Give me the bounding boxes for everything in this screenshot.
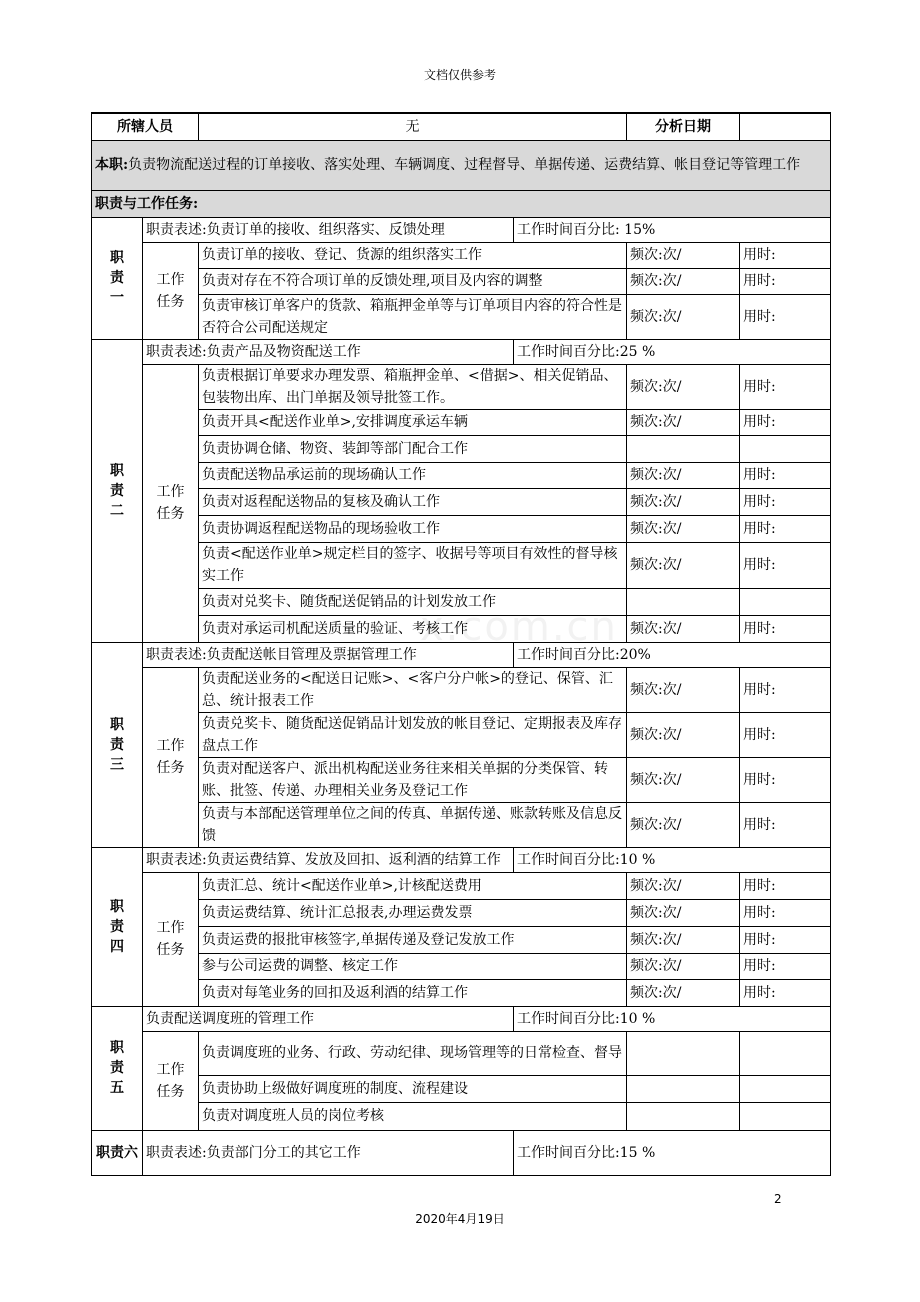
task-row: [92, 588, 831, 615]
task-frequency: 频次:次/: [627, 409, 740, 435]
task-row: [92, 294, 831, 339]
task-row: [92, 515, 831, 542]
task-row: [92, 242, 831, 268]
task-row: [92, 1102, 831, 1130]
page-number: 2: [774, 1192, 782, 1206]
task-row: [92, 615, 831, 642]
duty-name: [92, 1006, 143, 1130]
task-label-text: 工作任务: [156, 920, 185, 958]
time-percentage: 工作时间百分比:10 %: [514, 1006, 831, 1031]
task-row: [92, 268, 831, 294]
task-time: 用时:: [740, 462, 831, 488]
duty-description: 职责表述:负责产品及物资配送工作: [143, 339, 514, 364]
task-text: 负责与本部配送管理单位之间的传真、单据传递、账款转账及信息反馈: [199, 802, 627, 847]
duty-name-text: 职责六: [96, 1144, 138, 1161]
task-row: [92, 462, 831, 488]
task-frequency: 频次:次/: [627, 757, 740, 802]
duty-row: [92, 1006, 831, 1031]
task-text: 负责对配送客户、派出机构配送业务往来相关单据的分类保管、转账、批签、传递、办理相关业务及登记工作: [199, 757, 627, 802]
task-text: 负责审核订单客户的货款、箱瓶押金单等与订单项目内容的符合性是否符合公司配送规定: [199, 294, 627, 339]
task-frequency: 频次:次/: [627, 802, 740, 847]
task-text: 负责对返程配送物品的复核及确认工作: [199, 488, 627, 515]
task-time: [740, 1075, 831, 1102]
task-row: [92, 409, 831, 435]
task-row: [92, 979, 831, 1006]
duty-name-text: 职责一: [110, 250, 124, 306]
task-row: [92, 953, 831, 979]
task-time: 用时:: [740, 872, 831, 899]
analysis-date-label: 分析日期: [627, 113, 740, 140]
time-percentage: 工作时间百分比: 15%: [514, 217, 831, 242]
task-frequency: 频次:次/: [627, 979, 740, 1006]
task-time: 用时:: [740, 667, 831, 712]
time-percentage: 工作时间百分比:20%: [514, 642, 831, 667]
task-text: 负责开具<配送作业单>,安排调度承运车辆: [199, 409, 627, 435]
duty-row: [92, 847, 831, 872]
task-time: 用时:: [740, 615, 831, 642]
duty-row: [92, 1130, 831, 1175]
task-row: [92, 542, 831, 588]
task-label-text: 工作任务: [156, 1061, 185, 1100]
task-time: 用时:: [740, 979, 831, 1006]
task-row: [92, 757, 831, 802]
analysis-date-value: [740, 113, 831, 140]
duty-name: [92, 339, 143, 642]
duty-row: [92, 217, 831, 242]
time-percentage: 工作时间百分比:15 %: [514, 1130, 831, 1175]
task-time: 用时:: [740, 953, 831, 979]
task-text: 负责调度班的业务、行政、劳动纪律、现场管理等的日常检查、督导: [199, 1031, 627, 1075]
time-percentage: 工作时间百分比:25 %: [514, 339, 831, 364]
task-row: [92, 926, 831, 953]
task-time: 用时:: [740, 364, 831, 409]
task-frequency: [627, 588, 740, 615]
task-row: [92, 802, 831, 847]
duty-name-text: 职责四: [110, 898, 124, 955]
job-analysis-table: [91, 112, 831, 1176]
task-time: 用时:: [740, 899, 831, 926]
mission-text: 负责物流配送过程的订单接收、落实处理、车辆调度、过程督导、单据传递、运费结算、帐目登记等管理工作: [128, 156, 801, 173]
task-time: 用时:: [740, 926, 831, 953]
task-row: [92, 872, 831, 899]
task-time: 用时:: [740, 409, 831, 435]
task-text: 负责汇总、统计<配送作业单>,计核配送费用: [199, 872, 627, 899]
time-percentage: 工作时间百分比:10 %: [514, 847, 831, 872]
duty-row: [92, 642, 831, 667]
task-label: [143, 242, 199, 339]
task-frequency: [627, 435, 740, 462]
mission-label: 本职:: [95, 156, 129, 173]
task-time: 用时:: [740, 294, 831, 339]
task-text: 负责根据订单要求办理发票、箱瓶押金单、<借据>、相关促销品、包装物出库、出门单据及领导批签工作。: [199, 364, 627, 409]
task-frequency: 频次:次/: [627, 542, 740, 588]
task-time: 用时:: [740, 712, 831, 757]
task-frequency: 频次:次/: [627, 515, 740, 542]
task-time: 用时:: [740, 242, 831, 268]
task-text: 负责运费结算、统计汇总报表,办理运费发票: [199, 899, 627, 926]
task-frequency: [627, 1031, 740, 1075]
staff-value: 无: [199, 113, 627, 140]
task-frequency: 频次:次/: [627, 294, 740, 339]
task-text: 负责协调仓储、物资、装卸等部门配合工作: [199, 435, 627, 462]
duty-name-text: 职责五: [110, 1040, 124, 1096]
task-frequency: [627, 1075, 740, 1102]
task-row: [92, 1075, 831, 1102]
task-label: [143, 364, 199, 642]
task-frequency: 频次:次/: [627, 712, 740, 757]
task-row: [92, 364, 831, 409]
task-row: [92, 712, 831, 757]
footer-date: 2020年4月19日: [415, 1212, 505, 1226]
task-row: [92, 435, 831, 462]
watermark: x.com.cn: [420, 604, 618, 650]
task-frequency: 频次:次/: [627, 488, 740, 515]
task-text: 负责对兑奖卡、随货配送促销品的计划发放工作: [199, 588, 627, 615]
task-time: 用时:: [740, 268, 831, 294]
task-frequency: 频次:次/: [627, 364, 740, 409]
task-label: [143, 667, 199, 847]
task-time: 用时:: [740, 488, 831, 515]
duties-title: 职责与工作任务:: [92, 190, 831, 217]
task-text: 负责协调返程配送物品的现场验收工作: [199, 515, 627, 542]
task-label: [143, 1031, 199, 1130]
duty-name-text: 职责二: [110, 462, 124, 519]
task-frequency: 频次:次/: [627, 268, 740, 294]
task-text: 负责兑奖卡、随货配送促销品计划发放的帐目登记、定期报表及库存盘点工作: [199, 712, 627, 757]
task-row: [92, 1031, 831, 1075]
mission-cell: [92, 140, 831, 190]
task-label: [143, 872, 199, 1006]
duty-description: 职责表述:负责运费结算、发放及回扣、返利酒的结算工作: [143, 847, 514, 872]
duty-name: [92, 217, 143, 339]
duty-name: [92, 642, 143, 847]
task-row: [92, 667, 831, 712]
staff-label: 所辖人员: [92, 113, 199, 140]
duty-name-text: 职责三: [110, 716, 124, 773]
duty-description: 职责表述:负责部门分工的其它工作: [143, 1130, 514, 1175]
duty-name: [92, 847, 143, 1006]
task-text: 负责对调度班人员的岗位考核: [199, 1102, 627, 1130]
task-row: [92, 488, 831, 515]
page-header: 文档仅供参考: [423, 68, 496, 82]
task-text: 负责对每笔业务的回扣及返利酒的结算工作: [199, 979, 627, 1006]
task-frequency: 频次:次/: [627, 615, 740, 642]
duty-description: 职责表述:负责订单的接收、组织落实、反馈处理: [143, 217, 514, 242]
task-label-text: 工作任务: [156, 484, 185, 522]
task-time: [740, 435, 831, 462]
task-time: 用时:: [740, 802, 831, 847]
task-frequency: 频次:次/: [627, 926, 740, 953]
task-time: 用时:: [740, 757, 831, 802]
task-time: [740, 1102, 831, 1130]
task-time: 用时:: [740, 542, 831, 588]
task-text: 负责订单的接收、登记、货源的组织落实工作: [199, 242, 627, 268]
task-frequency: [627, 1102, 740, 1130]
task-frequency: 频次:次/: [627, 242, 740, 268]
task-text: 负责协助上级做好调度班的制度、流程建设: [199, 1075, 627, 1102]
task-time: [740, 588, 831, 615]
task-time: [740, 1031, 831, 1075]
task-text: 参与公司运费的调整、核定工作: [199, 953, 627, 979]
duty-description: 职责表述:负责配送帐目管理及票据管理工作: [143, 642, 514, 667]
task-frequency: 频次:次/: [627, 667, 740, 712]
duty-description: 负责配送调度班的管理工作: [143, 1006, 514, 1031]
task-label-text: 工作任务: [156, 738, 185, 776]
task-time: 用时:: [740, 515, 831, 542]
task-frequency: 频次:次/: [627, 953, 740, 979]
task-text: 负责运费的报批审核签字,单据传递及登记发放工作: [199, 926, 627, 953]
task-text: 负责配送业务的<配送日记账>、<客户分户帐>的登记、保管、汇总、统计报表工作: [199, 667, 627, 712]
task-text: 负责对存在不符合项订单的反馈处理,项目及内容的调整: [199, 268, 627, 294]
task-frequency: 频次:次/: [627, 872, 740, 899]
task-text: 负责对承运司机配送质量的验证、考核工作: [199, 615, 627, 642]
task-label-text: 工作任务: [156, 271, 185, 310]
duty-row: [92, 339, 831, 364]
task-text: 负责配送物品承运前的现场确认工作: [199, 462, 627, 488]
duty-name: [92, 1130, 143, 1175]
task-row: [92, 899, 831, 926]
task-frequency: 频次:次/: [627, 899, 740, 926]
task-text: 负责<配送作业单>规定栏目的签字、收据号等项目有效性的督导核实工作: [199, 542, 627, 588]
task-frequency: 频次:次/: [627, 462, 740, 488]
